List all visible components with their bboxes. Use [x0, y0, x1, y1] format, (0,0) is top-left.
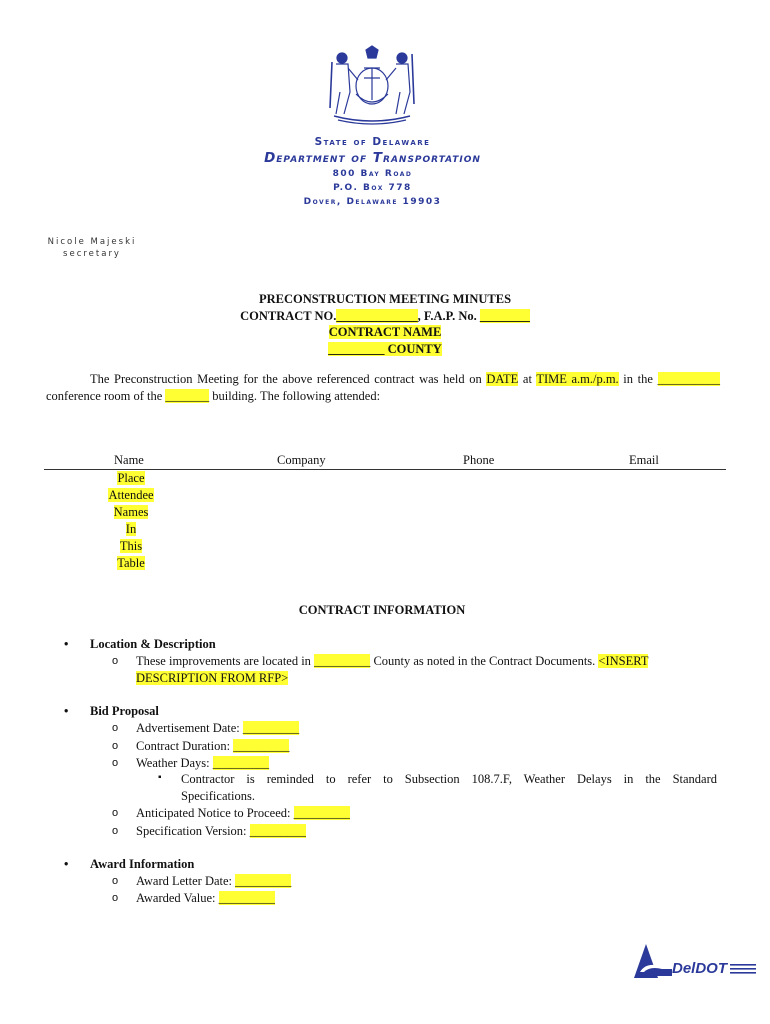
- contract-name[interactable]: CONTRACT NAME: [328, 325, 442, 339]
- attendee-names: [96, 470, 166, 572]
- sub-bullet-icon: o: [112, 722, 119, 734]
- column-name: Name: [114, 453, 144, 467]
- delaware-state-seal: [326, 44, 418, 126]
- fap-label: , F.A.P. No.: [417, 308, 480, 323]
- secretary-title: secretary: [63, 249, 121, 259]
- sub-bullet-icon: o: [112, 875, 119, 887]
- contract-number-blank[interactable]: _____________: [336, 308, 418, 323]
- sub-bullet-icon: o: [112, 892, 119, 904]
- address-line-2: P.O. Box 778: [333, 183, 412, 193]
- weather-note-line-2: Specifications.: [181, 789, 255, 803]
- bid-label: Bid Proposal: [90, 704, 159, 718]
- secretary-name: Nicole Majeski: [47, 237, 137, 247]
- meeting-date[interactable]: DATE: [486, 372, 519, 386]
- sub-bullet-icon: o: [112, 740, 119, 752]
- county-label: COUNTY: [384, 341, 442, 356]
- county-field[interactable]: _________: [314, 654, 371, 668]
- deldot-logo: [630, 942, 760, 982]
- award-label: Award Information: [90, 857, 195, 871]
- column-phone: Phone: [463, 453, 495, 467]
- secretary-block: [44, 236, 140, 260]
- award-letter-field[interactable]: _________: [235, 874, 292, 888]
- award-letter-label: Award Letter Date:: [136, 874, 236, 888]
- sub-bullet-icon: o: [112, 825, 119, 837]
- sub-bullet-icon: o: [112, 655, 119, 667]
- location-label: Location & Description: [90, 637, 216, 651]
- intro-text-2: at: [518, 372, 537, 386]
- award-value-label: Awarded Value:: [136, 891, 219, 905]
- attendee-placeholder[interactable]: Place: [117, 471, 145, 485]
- attendee-placeholder[interactable]: Table: [117, 556, 145, 570]
- advertisement-label: Advertisement Date:: [136, 721, 243, 735]
- column-company: Company: [277, 453, 326, 467]
- contract-line: [0, 308, 770, 325]
- fap-number-blank[interactable]: ________: [479, 308, 530, 323]
- address-line-1: 800 Bay Road: [332, 169, 413, 179]
- weather-label: Weather Days:: [136, 756, 213, 770]
- attendee-placeholder[interactable]: This: [119, 539, 143, 553]
- award-heading: [64, 857, 194, 872]
- location-text-2: County as noted in the Contract Documents.: [370, 654, 599, 668]
- attendee-placeholder[interactable]: Attendee: [108, 488, 154, 502]
- bullet-icon: •: [64, 704, 69, 718]
- meeting-time[interactable]: TIME a.m./p.m.: [536, 372, 619, 386]
- spec-label: Specification Version:: [136, 824, 250, 838]
- intro-text-5: building. The following attended:: [209, 388, 381, 403]
- notice-field[interactable]: _________: [293, 806, 350, 820]
- award-value-field[interactable]: _________: [218, 891, 275, 905]
- intro-text-1: The Preconstruction Meeting for the above referenced contract was held on: [90, 372, 487, 386]
- county-line[interactable]: [328, 342, 442, 356]
- column-email: Email: [629, 453, 659, 467]
- contract-label: CONTRACT NO.: [240, 308, 337, 323]
- title-block: [0, 291, 770, 357]
- bullet-icon: •: [64, 857, 69, 871]
- agency-department: Department of Transportation: [264, 150, 481, 166]
- bullet-icon: •: [64, 637, 69, 651]
- attendee-placeholder[interactable]: Names: [113, 505, 149, 519]
- location-text-1: These improvements are located in: [136, 654, 315, 668]
- notice-label: Anticipated Notice to Proceed:: [136, 806, 294, 820]
- duration-field[interactable]: _________: [233, 739, 290, 753]
- building-blank[interactable]: _______: [165, 388, 210, 403]
- square-bullet-icon: ▪: [158, 772, 162, 783]
- attendee-placeholder[interactable]: In: [125, 522, 137, 536]
- contract-information-heading: CONTRACT INFORMATION: [298, 603, 466, 617]
- sub-bullet-icon: o: [112, 807, 119, 819]
- duration-label: Contract Duration:: [136, 739, 234, 753]
- weather-days-field[interactable]: _________: [212, 756, 269, 770]
- address-line-3: Dover, Delaware 19903: [303, 197, 442, 207]
- location-heading: [64, 637, 216, 652]
- page-title: PRECONSTRUCTION MEETING MINUTES: [258, 292, 512, 306]
- logo-text: DelDOT: [672, 960, 728, 977]
- intro-text-4: conference room of the: [46, 388, 166, 403]
- attendee-table-header: [44, 452, 726, 470]
- agency-state: State of Delaware: [314, 136, 431, 148]
- insert-description-1[interactable]: <INSERT: [598, 654, 649, 668]
- weather-note-line-1: Contractor is reminded to refer to Subsection 108.7.F, Weather Delays in the Standard: [181, 772, 717, 786]
- advertisement-date-field[interactable]: _________: [242, 721, 300, 735]
- spec-version-field[interactable]: _________: [249, 824, 306, 838]
- insert-description-2[interactable]: DESCRIPTION FROM RFP>: [136, 671, 289, 685]
- bid-heading: [64, 704, 159, 719]
- sub-bullet-icon: o: [112, 757, 119, 769]
- intro-text-3: in the: [618, 372, 658, 386]
- room-blank[interactable]: __________: [657, 372, 720, 386]
- county-blank: _________: [328, 341, 385, 356]
- intro-paragraph: [46, 371, 720, 404]
